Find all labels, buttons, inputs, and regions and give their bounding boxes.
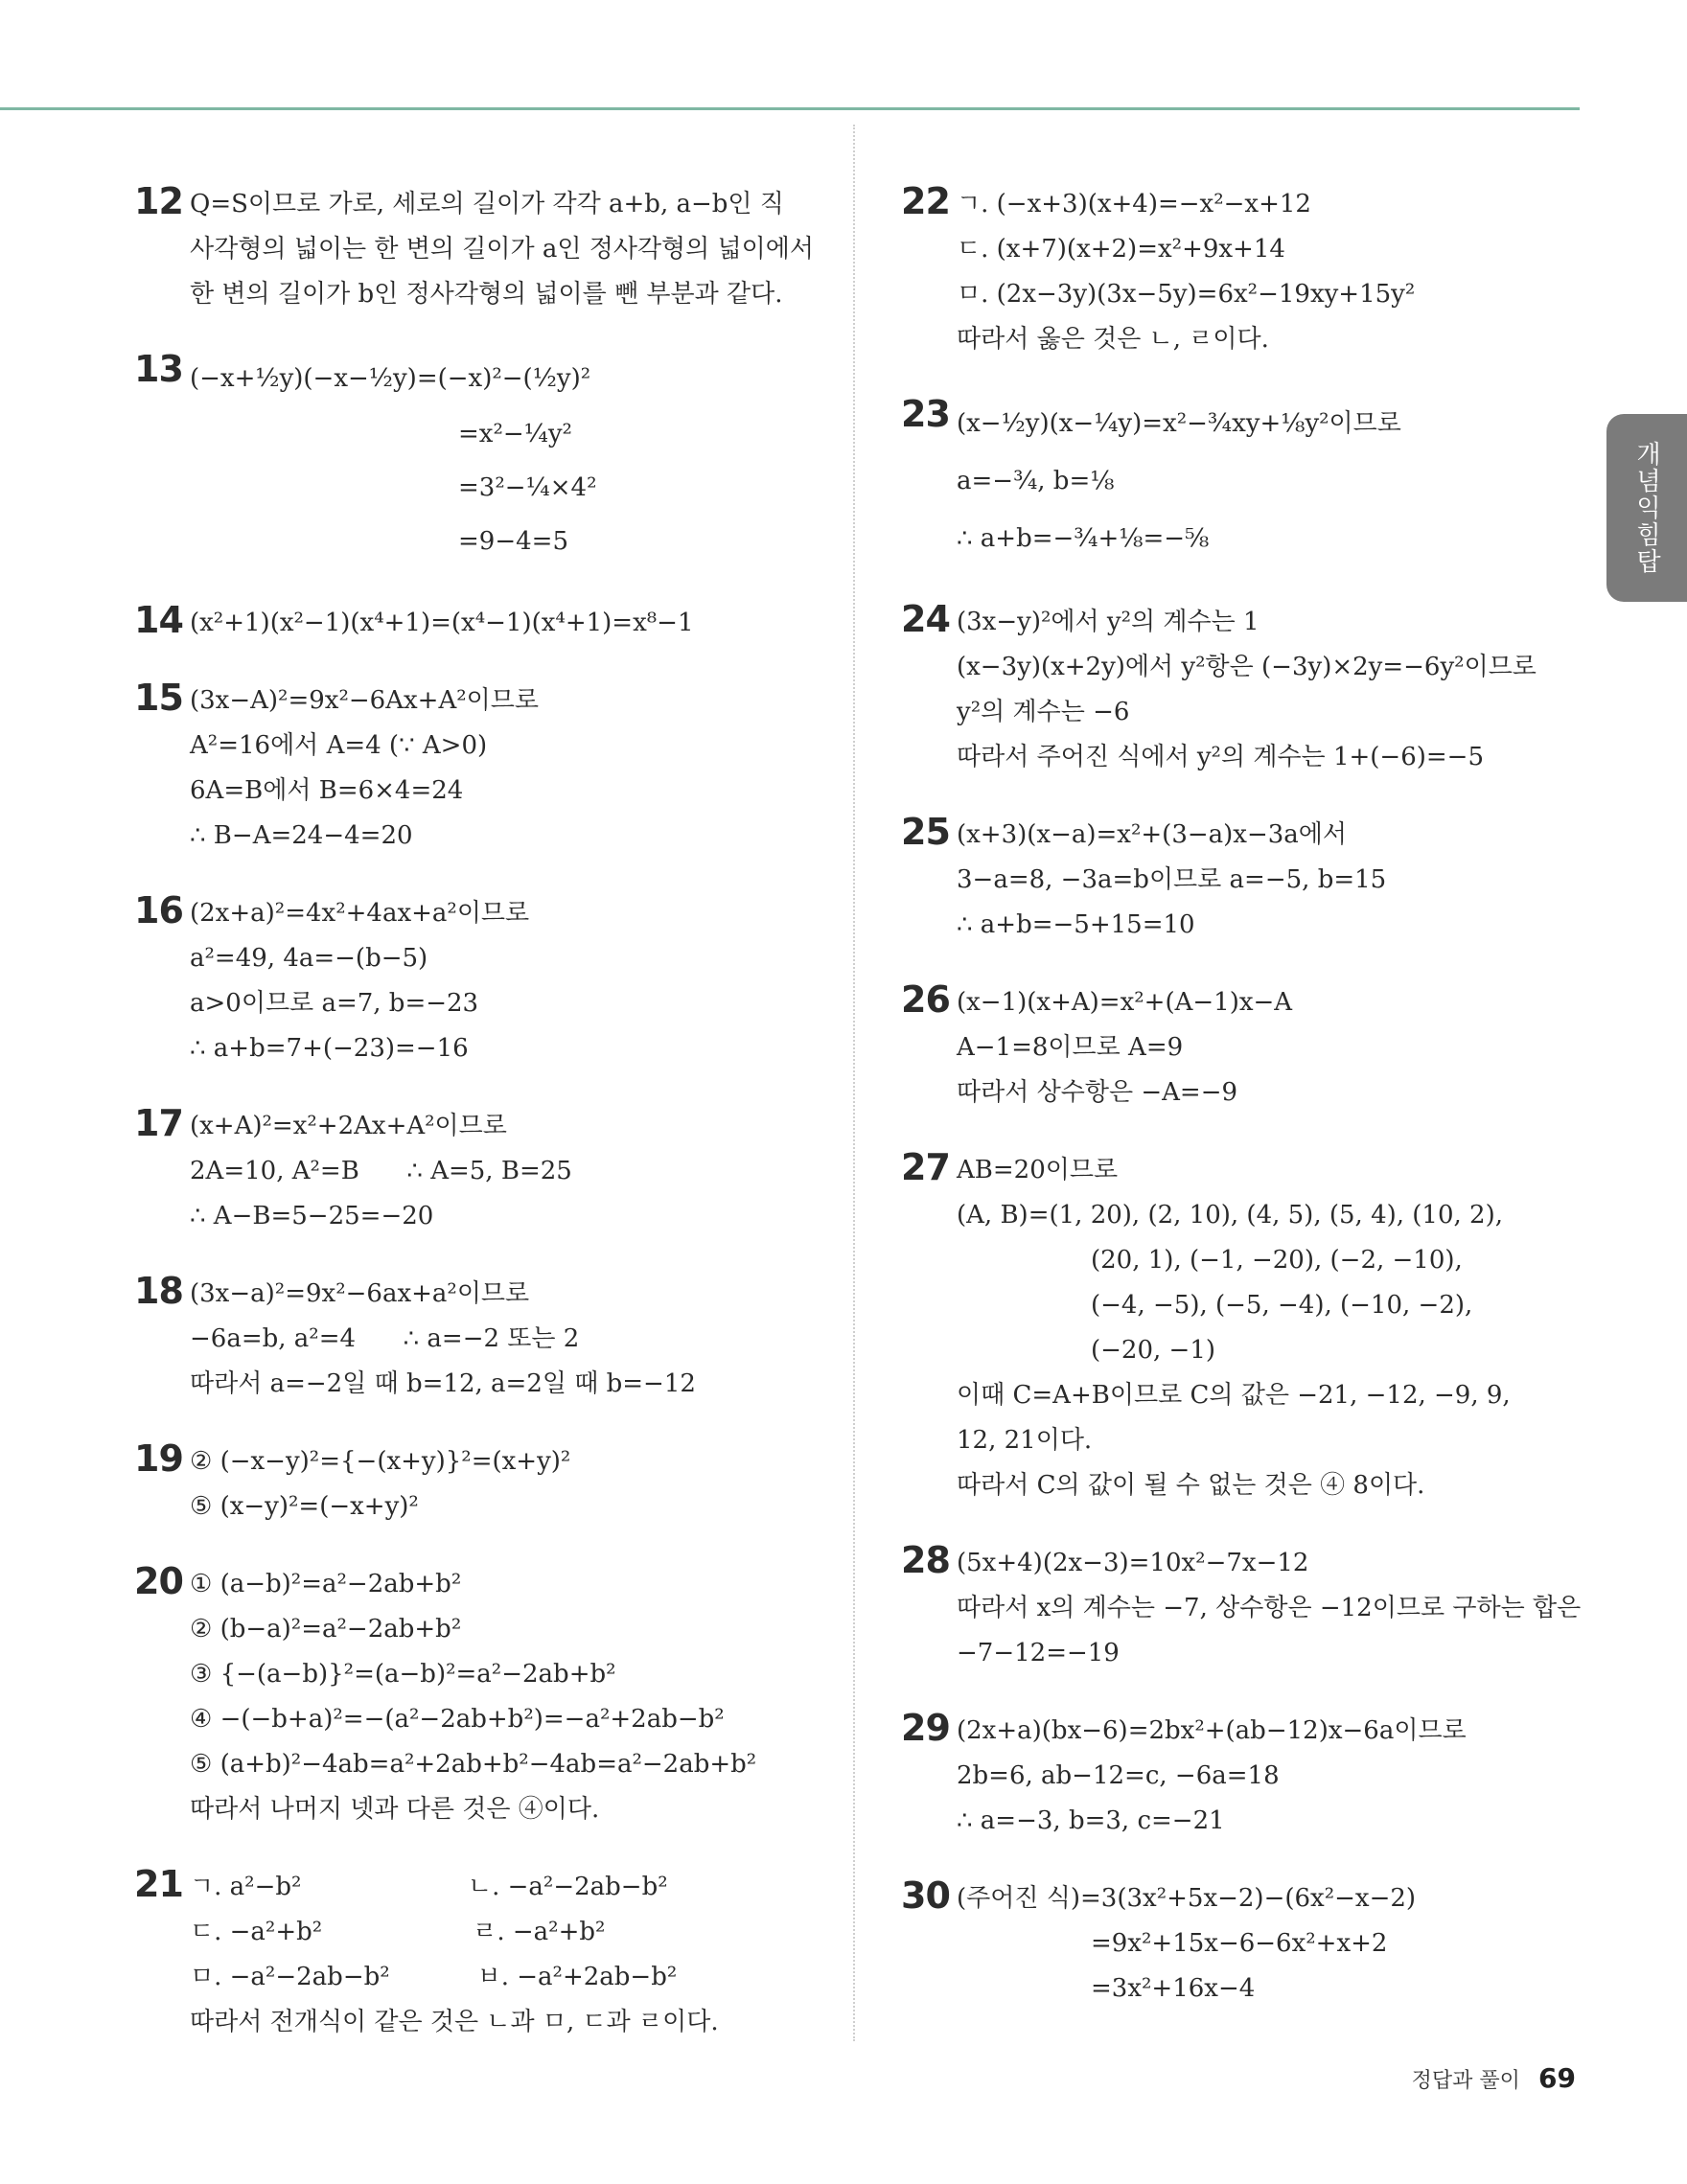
solution-line: =x²−¼y² xyxy=(458,420,572,448)
solution-line: ④ −(−b+a)²=−(a²−2ab+b²)=−a²+2ab−b² xyxy=(190,1705,725,1734)
solution-line: ㄱ. a²−b² ㄴ. −a²−2ab−b² xyxy=(190,1873,668,1901)
solution-line: ⑤ (x−y)²=(−x+y)² xyxy=(190,1492,419,1521)
solution-line: Q=S이므로 가로, 세로의 길이가 각각 a+b, a−b인 직 xyxy=(190,190,784,218)
solution-line: AB=20이므로 xyxy=(957,1156,1119,1184)
top-rule xyxy=(0,107,1580,110)
problem-22 xyxy=(901,182,1591,362)
solution-line: (x−1)(x+A)=x²+(A−1)x−A xyxy=(957,988,1293,1017)
solution-line: a²=49, 4a=−(b−5) xyxy=(190,944,428,973)
problem-number: 22 xyxy=(901,180,950,222)
solution-line: (2x+a)²=4x²+4ax+a²이므로 xyxy=(190,899,530,928)
solution-line: 따라서 옳은 것은 ㄴ, ㄹ이다. xyxy=(957,325,1269,354)
solution-line: 따라서 C의 값이 될 수 없는 것은 ④ 8이다. xyxy=(957,1471,1425,1500)
column-divider xyxy=(853,125,855,2041)
problem-number: 16 xyxy=(134,889,183,931)
solution-line: ∴ B−A=24−4=20 xyxy=(190,821,413,850)
solution-line: (−x+½y)(−x−½y)=(−x)²−(½y)² xyxy=(190,364,591,393)
solution-line: 따라서 x의 계수는 −7, 상수항은 −12이므로 구하는 합은 xyxy=(957,1594,1582,1622)
solution-line: ∴ a+b=−5+15=10 xyxy=(957,910,1195,939)
problem-number: 18 xyxy=(134,1270,183,1312)
problem-number: 19 xyxy=(134,1437,183,1480)
problem-number: 14 xyxy=(134,599,183,641)
solution-line: ∴ a+b=7+(−23)=−16 xyxy=(190,1034,469,1063)
solution-line: 6A=B에서 B=6×4=24 xyxy=(190,776,464,805)
solution-line: (x+3)(x−a)=x²+(3−a)x−3a에서 xyxy=(957,820,1348,849)
solution-line: 따라서 나머지 넷과 다른 것은 ④이다. xyxy=(190,1795,600,1824)
solution-line: (3x−A)²=9x²−6Ax+A²이므로 xyxy=(190,686,539,715)
solution-line: ② (−x−y)²={−(x+y)}²=(x+y)² xyxy=(190,1447,571,1476)
solution-line: a>0이므로 a=7, b=−23 xyxy=(190,989,479,1018)
problem-20 xyxy=(134,1562,824,1832)
solution-line: A²=16에서 A=4 (∵ A>0) xyxy=(190,731,488,760)
solution-line: a=−¾, b=⅛ xyxy=(957,467,1115,495)
solution-line: =9−4=5 xyxy=(458,527,568,556)
solution-line: ㄷ. (x+7)(x+2)=x²+9x+14 xyxy=(957,235,1285,264)
solution-line: ㄱ. (−x+3)(x+4)=−x²−x+12 xyxy=(957,190,1311,218)
problem-24 xyxy=(901,600,1591,780)
chapter-side-tab xyxy=(1606,414,1687,602)
solution-line: (3x−a)²=9x²−6ax+a²이므로 xyxy=(190,1279,530,1308)
problem-29 xyxy=(901,1709,1591,1844)
solution-line: (x+A)²=x²+2Ax+A²이므로 xyxy=(190,1112,507,1140)
problem-number: 15 xyxy=(134,677,183,719)
problem-13 xyxy=(134,350,824,568)
solution-line: ⑤ (a+b)²−4ab=a²+2ab+b²−4ab=a²−2ab+b² xyxy=(190,1750,757,1779)
problem-30 xyxy=(901,1876,1591,2012)
solution-line: (−4, −5), (−5, −4), (−10, −2), xyxy=(1091,1291,1473,1320)
solution-line: =9x²+15x−6−6x²+x+2 xyxy=(1091,1929,1388,1958)
problem-18 xyxy=(134,1272,824,1407)
solution-line: =3²−¼×4² xyxy=(458,473,597,502)
problem-number: 30 xyxy=(901,1874,950,1917)
problem-number: 12 xyxy=(134,180,183,222)
problem-number: 28 xyxy=(901,1539,950,1581)
solution-line: (x²+1)(x²−1)(x⁴+1)=(x⁴−1)(x⁴+1)=x⁸−1 xyxy=(190,609,694,637)
right-column xyxy=(901,182,1591,2044)
problem-number: 23 xyxy=(901,393,950,435)
solution-line: y²의 계수는 −6 xyxy=(957,698,1130,726)
solution-line: 따라서 a=−2일 때 b=12, a=2일 때 b=−12 xyxy=(190,1369,696,1398)
solution-line: ② (b−a)²=a²−2ab+b² xyxy=(190,1615,462,1644)
problem-17 xyxy=(134,1104,824,1239)
solution-line: (x−3y)(x+2y)에서 y²항은 (−3y)×2y=−6y²이므로 xyxy=(957,653,1537,681)
problem-28 xyxy=(901,1541,1591,1676)
problem-16 xyxy=(134,891,824,1071)
footer-label: 정답과 풀이 xyxy=(1411,2069,1520,2093)
solution-line: ㄷ. −a²+b² ㄹ. −a²+b² xyxy=(190,1918,606,1946)
solution-line: 이때 C=A+B이므로 C의 값은 −21, −12, −9, 9, xyxy=(957,1381,1511,1410)
solution-line: 2A=10, A²=B ∴ A=5, B=25 xyxy=(190,1157,572,1185)
problem-23 xyxy=(901,395,1591,567)
solution-line: (2x+a)(bx−6)=2bx²+(ab−12)x−6a이므로 xyxy=(957,1716,1467,1745)
solution-line: ③ {−(a−b)}²=(a−b)²=a²−2ab+b² xyxy=(190,1660,616,1689)
solution-line: =3x²+16x−4 xyxy=(1091,1974,1256,2003)
solution-line: −7−12=−19 xyxy=(957,1639,1120,1667)
solution-line: (20, 1), (−1, −20), (−2, −10), xyxy=(1091,1246,1463,1275)
solution-line: ∴ A−B=5−25=−20 xyxy=(190,1202,434,1230)
solution-line: ∴ a+b=−¾+⅛=−⅝ xyxy=(957,524,1210,553)
problem-number: 21 xyxy=(134,1863,183,1905)
problem-21 xyxy=(134,1865,824,2045)
solution-line: 사각형의 넓이는 한 변의 길이가 a인 정사각형의 넓이에서 xyxy=(190,235,815,264)
problem-15 xyxy=(134,678,824,859)
solution-line: 따라서 전개식이 같은 것은 ㄴ과 ㅁ, ㄷ과 ㄹ이다. xyxy=(190,2008,719,2036)
problem-number: 27 xyxy=(901,1146,950,1188)
solution-line: 한 변의 길이가 b인 정사각형의 넓이를 뺀 부분과 같다. xyxy=(190,280,783,309)
chapter-tab-label: 개념익힘탑 xyxy=(1631,441,1661,575)
page-footer xyxy=(1412,2062,1576,2094)
problem-25 xyxy=(901,813,1591,948)
page-number: 69 xyxy=(1538,2062,1576,2094)
left-column xyxy=(134,182,824,2078)
problem-number: 26 xyxy=(901,978,950,1021)
solution-line: ∴ a=−3, b=3, c=−21 xyxy=(957,1806,1225,1835)
problem-14 xyxy=(134,601,824,646)
solution-line: ㅁ. (2x−3y)(3x−5y)=6x²−19xy+15y² xyxy=(957,280,1416,309)
solution-line: A−1=8이므로 A=9 xyxy=(957,1033,1184,1062)
solution-line: 12, 21이다. xyxy=(957,1426,1093,1455)
problem-27 xyxy=(901,1148,1591,1508)
solution-line: 2b=6, ab−12=c, −6a=18 xyxy=(957,1761,1280,1790)
solution-line: ① (a−b)²=a²−2ab+b² xyxy=(190,1570,462,1598)
problem-number: 13 xyxy=(134,348,183,390)
solution-line: (5x+4)(2x−3)=10x²−7x−12 xyxy=(957,1549,1309,1577)
problem-number: 25 xyxy=(901,811,950,853)
solution-line: 3−a=8, −3a=b이므로 a=−5, b=15 xyxy=(957,865,1387,894)
solution-line: (3x−y)²에서 y²의 계수는 1 xyxy=(957,608,1259,636)
solution-line: (주어진 식)=3(3x²+5x−2)−(6x²−x−2) xyxy=(957,1884,1417,1913)
solution-line: (−20, −1) xyxy=(1091,1336,1216,1365)
problem-26 xyxy=(901,980,1591,1115)
solution-line: 따라서 주어진 식에서 y²의 계수는 1+(−6)=−5 xyxy=(957,743,1484,771)
solution-line: ㅁ. −a²−2ab−b² ㅂ. −a²+2ab−b² xyxy=(190,1963,678,1991)
problem-number: 20 xyxy=(134,1560,183,1602)
problem-19 xyxy=(134,1439,824,1529)
solution-line: 따라서 상수항은 −A=−9 xyxy=(957,1078,1238,1107)
problem-number: 17 xyxy=(134,1102,183,1144)
solution-line: −6a=b, a²=4 ∴ a=−2 또는 2 xyxy=(190,1324,580,1353)
problem-12 xyxy=(134,182,824,317)
solution-line: (x−½y)(x−¼y)=x²−¾xy+⅛y²이므로 xyxy=(957,409,1401,438)
solution-line: (A, B)=(1, 20), (2, 10), (4, 5), (5, 4), (10, 2), xyxy=(957,1201,1503,1230)
problem-number: 29 xyxy=(901,1707,950,1749)
problem-number: 24 xyxy=(901,598,950,640)
